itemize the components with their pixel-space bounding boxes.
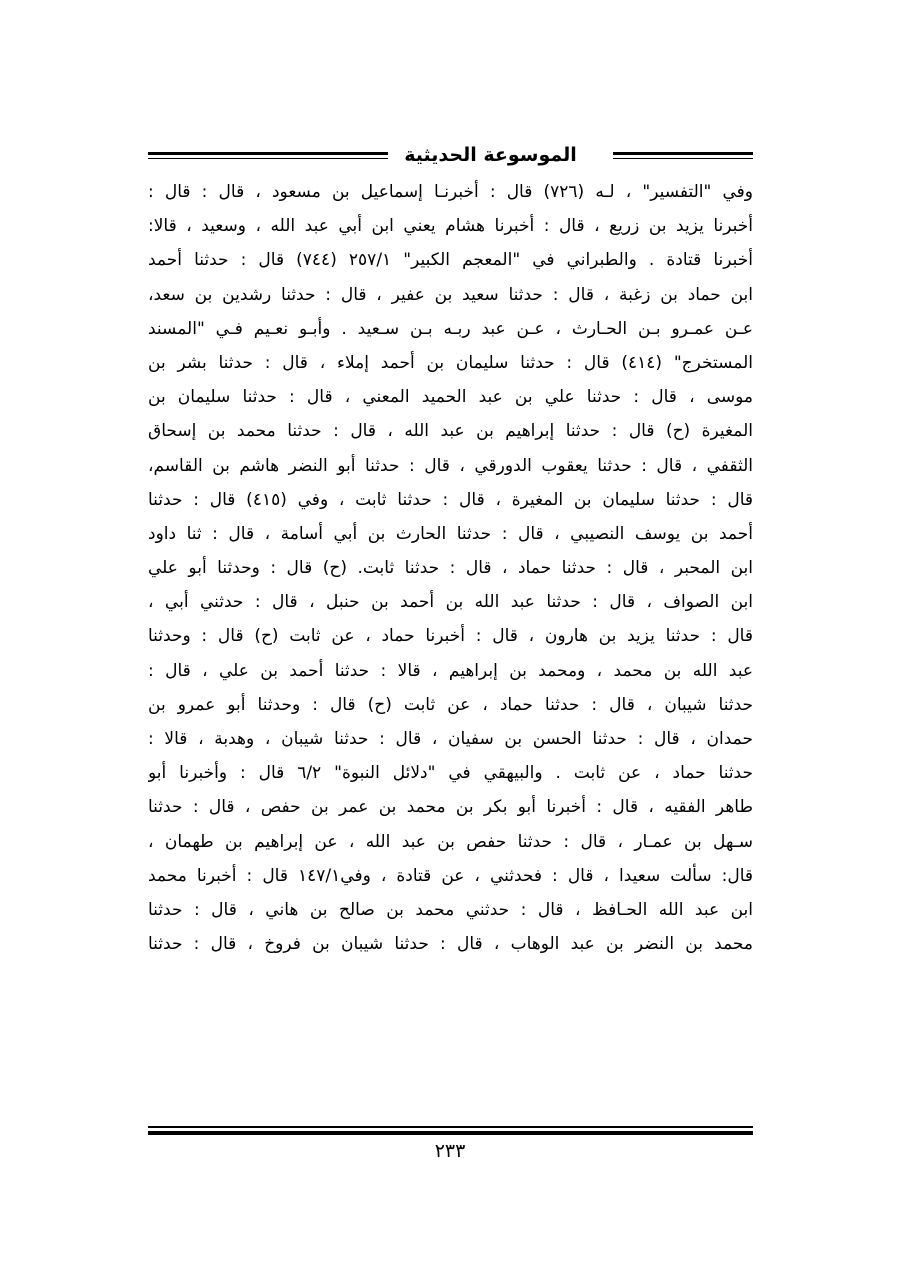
text-line: حمدان ، قال : حدثنا الحسن بن سفيان ، قال : حدثنا شيبان ، وهدبة ، قالا :	[148, 729, 753, 749]
footer-rule	[148, 1126, 753, 1135]
text-line: قال : حدثنا يزيد بن هارون ، قال : أخبرنا حماد ، عن ثابت (ح) قال : وحدثنا	[148, 626, 753, 647]
text-line: حدثنا حماد ، عن ثابت . والبيهقي في "دلائل النبوة" ٦/٢ قال : وأخبرنا أبو	[148, 763, 753, 784]
header-rule-left	[148, 152, 388, 159]
text-line: ابن الصواف ، قال : حدثنا عبد الله بن أحمد بن حنبل ، قال : حدثني أبي ،	[148, 592, 753, 613]
text-line: المغيرة (ح) قال : حدثنا إبراهيم بن عبد الله ، قال : حدثنا محمد بن إسحاق	[148, 421, 753, 442]
text-line: عـن عمـرو بـن الحـارث ، عـن عبد ربـه بـن سـعيد . وأبـو نعـيم فـي "المسند	[148, 318, 753, 339]
text-line: حدثنا شيبان ، قال : حدثنا حماد ، عن ثابت (ح) قال : وحدثنا أبو عمرو بن	[148, 694, 753, 715]
text-line: أخبرنا قتادة . والطبراني في "المعجم الكبير" ٢٥٧/١ (٧٤٤) قال : حدثنا أحمد	[148, 250, 753, 271]
text-line: محمد بن النضر بن عبد الوهاب ، قال : حدثنا شيبان بن فروخ ، قال : حدثنا	[148, 934, 753, 955]
text-line: موسى ، قال : حدثنا علي بن عبد الحميد المعني ، قال : حدثنا سليمان بن	[148, 387, 753, 408]
header-title: الموسوعة الحديثية	[404, 144, 577, 166]
text-line: ابن عبد الله الحـافظ ، قال : حدثني محمد بن صالح بن هاني ، قال : حدثنا	[148, 899, 753, 920]
text-line: سـهل بن عمـار ، قال : حدثنا حفص بن عبد الله ، عن إبراهيم بن طهمان ،	[148, 831, 753, 852]
text-line: وفي "التفسير" ، لـه (٧٢٦) قال : أخبرنـا إسماعيل بن مسعود ، قال : قال :	[148, 182, 753, 202]
text-line: الثقفي ، قال : حدثنا يعقوب الدورقي ، قال : حدثنا أبو النضر هاشم بن القاسم،	[148, 455, 753, 476]
running-header	[148, 140, 753, 176]
text-line: ابن حماد بن زغبة ، قال : حدثنا سعيد بن عفير ، قال : حدثنا رشدين بن سعد،	[148, 284, 753, 305]
text-line: قال: سألت سعيدا ، قال : فحدثني ، عن قتادة ، وفي١٤٧/١ قال : أخبرنا محمد	[148, 865, 753, 886]
text-line: ابن المحبر ، قال : حدثنا حماد ، قال : حدثنا ثابت. (ح) قال : وحدثنا أبو علي	[148, 558, 753, 579]
text-line: أخبرنا يزيد بن زريع ، قال : أخبرنا هشام يعني ابن أبي عبد الله ، وسعيد ، قالا:	[148, 216, 753, 237]
header-rule-right	[613, 152, 753, 159]
text-line: أحمد بن يوسف النصيبي ، قال : حدثنا الحارث بن أبي أسامة ، قال : ثنا داود	[148, 523, 753, 544]
text-line: طاهر الفقيه ، قال : أخبرنا أبو بكر بن محمد بن عمر بن حفص ، قال : حدثنا	[148, 797, 753, 818]
page-number: ٢٣٣	[434, 1140, 466, 1162]
body-text	[148, 175, 753, 961]
text-line: عبد الله بن محمد ، ومحمد بن إبراهيم ، قالا : حدثنا أحمد بن علي ، قال :	[148, 660, 753, 681]
text-line: قال : حدثنا سليمان بن المغيرة ، قال : حدثنا ثابت ، وفي (٤١٥) قال : حدثنا	[148, 489, 753, 510]
text-line: المستخرج" (٤١٤) قال : حدثنا سليمان بن أحمد إملاء ، قال : حدثنا بشر بن	[148, 352, 753, 373]
